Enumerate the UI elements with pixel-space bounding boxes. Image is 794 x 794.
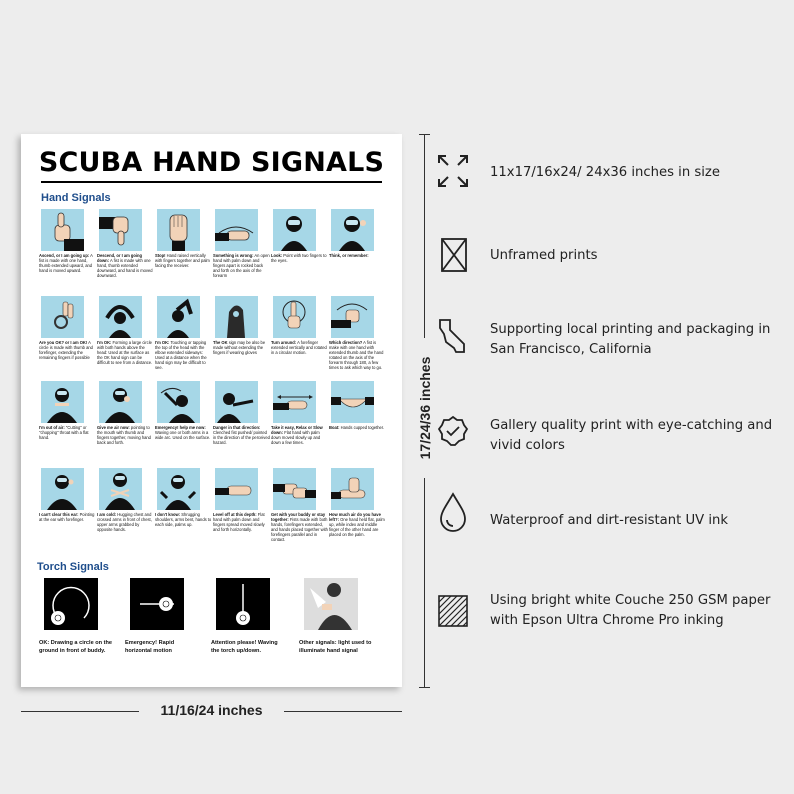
signal-caption: Think, or remember: bbox=[329, 253, 369, 258]
signal-card bbox=[39, 209, 94, 293]
signal-row-3 bbox=[39, 381, 384, 465]
feature-text: Unframed prints bbox=[490, 248, 598, 263]
signal-card bbox=[155, 468, 210, 552]
feature-text: Supporting local printing and packaging in San Francisco, California bbox=[490, 322, 771, 357]
feature-text: 11x17/16x24/ 24x36 inches in size bbox=[490, 165, 720, 180]
signal-card bbox=[329, 381, 384, 465]
signal-caption: Give me air now: pointing to the mouth with thumb and fingers together, moving hand back and forth. bbox=[97, 425, 151, 446]
signal-caption: How much air do you have left?: One hand held flat, palm up, while index and middle finger of the other hand are placed on the palm. bbox=[329, 512, 385, 538]
signal-caption: Are you OK? or I am OK! A circle is made with thumb and forefinger, extending the remaining fingers if possible bbox=[39, 340, 93, 361]
signal-caption: Get with your buddy or stay together: Fists made with both hands, forefingers extended, and hands placed together with forefingers parallel and in contact. bbox=[271, 512, 328, 543]
diver-ear-illustration bbox=[41, 468, 84, 510]
diver-shrug-illustration bbox=[157, 468, 200, 510]
signal-card bbox=[213, 468, 268, 552]
feature-text: Waterproof and dirt-resistant UV ink bbox=[490, 513, 728, 528]
signal-row-2 bbox=[39, 296, 384, 380]
signal-caption: I can't clear this ear: Pointing at the ear with forefinger. bbox=[39, 512, 95, 523]
signal-caption: I'm out of air: "Cutting" or "chopping" throat with a flat hand. bbox=[39, 425, 89, 441]
signal-caption: I don't know: Shrugging shoulders, arms bent, hands to each side, palms up. bbox=[155, 512, 212, 528]
turn-around-illustration bbox=[273, 296, 316, 338]
signal-card bbox=[329, 209, 384, 293]
torch-signal-row bbox=[39, 578, 384, 678]
signal-card bbox=[213, 381, 268, 465]
signal-caption: I'm OK: Forming a large circle with both hands above the head: Used at the surface as the OK hand sign can be difficult to see from a distance. bbox=[97, 340, 153, 366]
torch-signals-heading: Torch Signals bbox=[37, 561, 109, 573]
signal-caption: Boat: Hands cupped together. bbox=[329, 425, 385, 430]
level-off-illustration bbox=[215, 468, 258, 510]
diver-out-of-air-illustration bbox=[41, 381, 84, 423]
signal-card bbox=[97, 296, 152, 380]
thumbs-down-illustration bbox=[99, 209, 142, 251]
signal-caption: Ascend, or I am going up: A fist is made with one hand, thumb extended upward, and hand is moved upward. bbox=[39, 253, 93, 274]
buddy-together-illustration bbox=[273, 468, 316, 510]
hand-signals-heading: Hand Signals bbox=[41, 192, 111, 204]
width-dimension-label: 11/16/24 inches bbox=[139, 702, 284, 718]
signal-caption: Level off at this depth: Flat hand with palm down and fingers spread moved slowly and forth horizontally. bbox=[213, 512, 265, 533]
signal-card bbox=[97, 209, 152, 293]
signal-caption: Something is wrong: An open hand with palm down and fingers apart is rocked back and forth on the axis of the forearm bbox=[213, 253, 270, 279]
feature-text: Using bright white Couche 250 GSM paper with Epson Ultra Chrome Pro inking bbox=[490, 593, 771, 628]
signal-card bbox=[329, 468, 384, 552]
signal-row-1 bbox=[39, 209, 384, 293]
rocking-hand-illustration bbox=[215, 209, 258, 251]
torch-caption: Attention please! Waving the torch up/down. bbox=[211, 640, 278, 654]
diver-give-air-illustration bbox=[99, 381, 142, 423]
signal-card bbox=[213, 209, 268, 293]
torch-caption: Emergency! Rapid horizontal motion bbox=[125, 640, 175, 654]
which-direction-illustration bbox=[331, 296, 374, 338]
signal-caption: Which direction? A fist is make with one hand with extended thumb and the hand rotated on the axis of the forearm through 180, a few times to ask which way to go. bbox=[329, 340, 384, 371]
slow-down-illustration bbox=[273, 381, 316, 423]
water-drop-icon bbox=[436, 492, 470, 528]
diver-cold-illustration bbox=[99, 468, 142, 510]
signal-caption: Look: Point with two fingers to the eyes. bbox=[271, 253, 327, 264]
air-left-illustration bbox=[331, 468, 374, 510]
thumbs-up-illustration bbox=[41, 209, 84, 251]
unframed-box-icon bbox=[436, 236, 470, 272]
signal-card bbox=[213, 296, 268, 380]
signal-row-4 bbox=[39, 468, 384, 552]
torch-illuminate-illustration bbox=[304, 578, 358, 630]
signal-card bbox=[155, 209, 210, 293]
signal-card bbox=[155, 296, 210, 380]
quality-badge-icon bbox=[436, 414, 470, 450]
torch-horizontal-illustration bbox=[130, 578, 184, 630]
signal-card bbox=[271, 381, 326, 465]
signal-card bbox=[97, 381, 152, 465]
ok-hand-illustration bbox=[41, 296, 84, 338]
diver-emergency-wave-illustration bbox=[157, 381, 200, 423]
torch-caption: Other signals: light used to illuminate hand signal bbox=[299, 640, 372, 654]
signal-card bbox=[97, 468, 152, 552]
signal-card bbox=[329, 296, 384, 380]
stop-hand-illustration bbox=[157, 209, 200, 251]
california-map-icon bbox=[436, 318, 470, 354]
diver-think-illustration bbox=[331, 209, 374, 251]
signal-caption: Emergency! help me now: Waving one or both arms in a wide arc. Used on the surface. bbox=[155, 425, 211, 441]
diver-look-illustration bbox=[273, 209, 316, 251]
signal-card bbox=[271, 468, 326, 552]
gloved-ok-illustration bbox=[215, 296, 258, 338]
signal-caption: Take it easy, Relax or Slow down: Flat hand with palm down moved slowly up and down a few times. bbox=[271, 425, 323, 446]
poster-title: SCUBA HAND SIGNALS bbox=[38, 147, 385, 178]
boat-hands-illustration bbox=[331, 381, 374, 423]
signal-caption: Danger in that direction: Clenched fist pushed/ pointed in the direction of the perceived hazard. bbox=[213, 425, 270, 446]
signal-caption: Descend, or I am going down: A fist is made with one hand, thumb extended downward, and hand is moved downward. bbox=[97, 253, 153, 279]
signal-caption: I am cold: Hugging chest and crossed arms in front of chest, upper arms grabbed by opposite hands. bbox=[97, 512, 152, 533]
diver-ok-circle-illustration bbox=[99, 296, 142, 338]
torch-vertical-illustration bbox=[216, 578, 270, 630]
signal-card bbox=[271, 296, 326, 380]
signal-card bbox=[155, 381, 210, 465]
signal-card bbox=[39, 468, 94, 552]
poster bbox=[21, 134, 402, 687]
signal-caption: Turn around: A forefinger extended vertically and rotated in a circular motion. bbox=[271, 340, 327, 356]
signal-caption: The OK sign may be also be made without extending the fingers if wearing gloves bbox=[213, 340, 266, 356]
diver-danger-illustration bbox=[215, 381, 258, 423]
diver-tap-head-illustration bbox=[157, 296, 200, 338]
signal-caption: Stop! Hand raised vertically with fingers together and palm facing the receiver. bbox=[155, 253, 210, 269]
signal-card bbox=[271, 209, 326, 293]
height-dimension-label: 17/24/36 inches bbox=[417, 338, 433, 478]
signal-caption: I'm OK: Touching or tapping the top of the head with the elbow extended sideways: Used at a distance when the hand sign may be difficult to see. bbox=[155, 340, 207, 371]
torch-caption: OK: Drawing a circle on the ground in front of buddy. bbox=[39, 640, 113, 654]
paper-texture-icon bbox=[436, 593, 470, 629]
torch-circle-illustration bbox=[44, 578, 98, 630]
resize-arrows-icon bbox=[436, 153, 470, 189]
signal-card bbox=[39, 296, 94, 380]
height-dimension-cap-bottom bbox=[419, 687, 430, 688]
title-underline bbox=[41, 181, 382, 183]
signal-card bbox=[39, 381, 94, 465]
feature-text: Gallery quality print with eye-catching and vivid colors bbox=[490, 418, 773, 453]
